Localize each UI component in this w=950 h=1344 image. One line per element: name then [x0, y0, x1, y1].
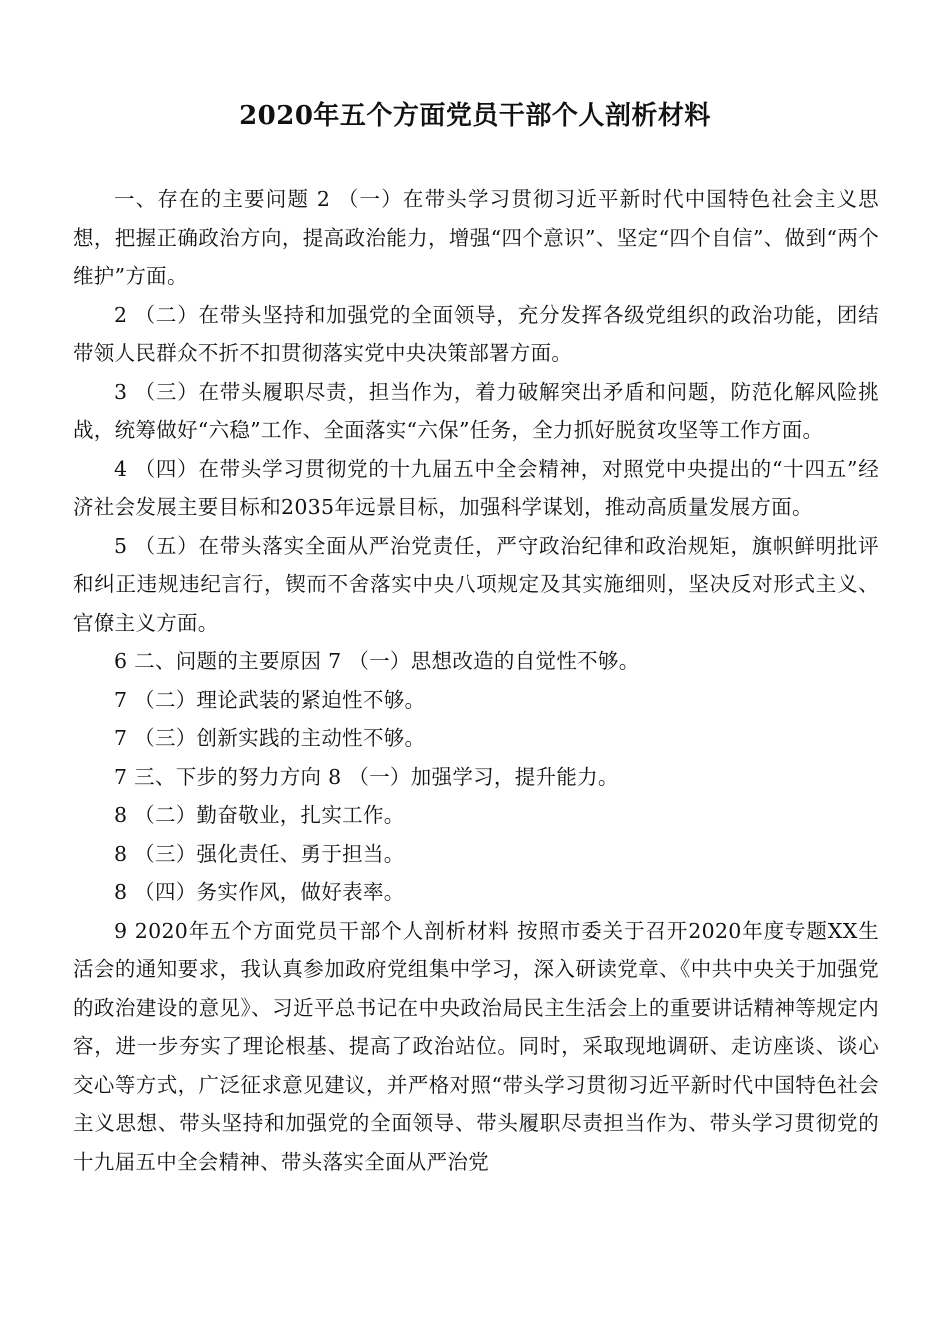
paragraph: 6 二、问题的主要原因 7 （一）思想改造的自觉性不够。 [114, 649, 640, 673]
paragraph: 3 （三）在带头履职尽责，担当作为，着力破解突出矛盾和问题，防范化解风险挑战，统筹做好“六稳”工作、全面落实“六保”任务，全力抓好脱贫攻坚等工作方面。 [73, 379, 879, 442]
paragraph: 2 （二）在带头坚持和加强党的全面领导，充分发挥各级党组织的政治功能，团结带领人民群众不折不扣贯彻落实党中央决策部署方面。 [73, 302, 879, 365]
paragraph: 8 （二）勤奋敬业，扎实工作。 [114, 803, 405, 827]
paragraph: 8 （三）强化责任、勇于担当。 [114, 841, 405, 866]
paragraph: 4 （四）在带头学习贯彻党的十九届五中全会精神，对照党中央提出的“十四五”经济社会发展主要目标和2035年远景目标，加强科学谋划，推动高质量发展方面。 [73, 456, 879, 519]
document-body [73, 180, 879, 1181]
paragraph: 7 （二）理论武装的紧迫性不够。 [114, 687, 426, 712]
paragraph: 7 （三）创新实践的主动性不够。 [114, 726, 426, 750]
paragraph: 一、存在的主要问题 2 （一）在带头学习贯彻习近平新时代中国特色社会主义思想，把握正确政治方向，提高政治能力，增强“四个意识”、坚定“四个自信”、做到“两个维护”方面。 [73, 187, 879, 288]
paragraph: 5 （五）在带头落实全面从严治党责任，严守政治纪律和政治规矩，旗帜鲜明批评和纠正违规违纪言行，锲而不舍落实中央八项规定及其实施细则，坚决反对形式主义、官僚主义方面。 [73, 533, 879, 635]
paragraph: 9 2020年五个方面党员干部个人剖析材料 按照市委关于召开2020年度专题XX生活会的通知要求，我认真参加政府党组集中学习，深入研读党章、《中共中央关于加强党的政治建设的意见》、习近平总书记在中央政治局民主生活会上的重要讲话精神等规定内容，进一步夯实了理论根基、提高了政治站位。同时，采取现地调研、走访座谈、谈心交心等方式，广泛征求意见建议，并严格对照“带头学习贯彻习近平新时代中国特色社会主义思想、带头坚持和加强党的全面领导、带头履职尽责担当作为、带头学习贯彻党的十九届五中全会精神、带头落实全面从严治党 [73, 918, 879, 1174]
document-title: 2020年五个方面党员干部个人剖析材料 [239, 101, 711, 131]
paragraph: 7 三、下步的努力方向 8 （一）加强学习，提升能力。 [114, 764, 619, 789]
paragraph: 8 （四）务实作风，做好表率。 [114, 880, 405, 904]
